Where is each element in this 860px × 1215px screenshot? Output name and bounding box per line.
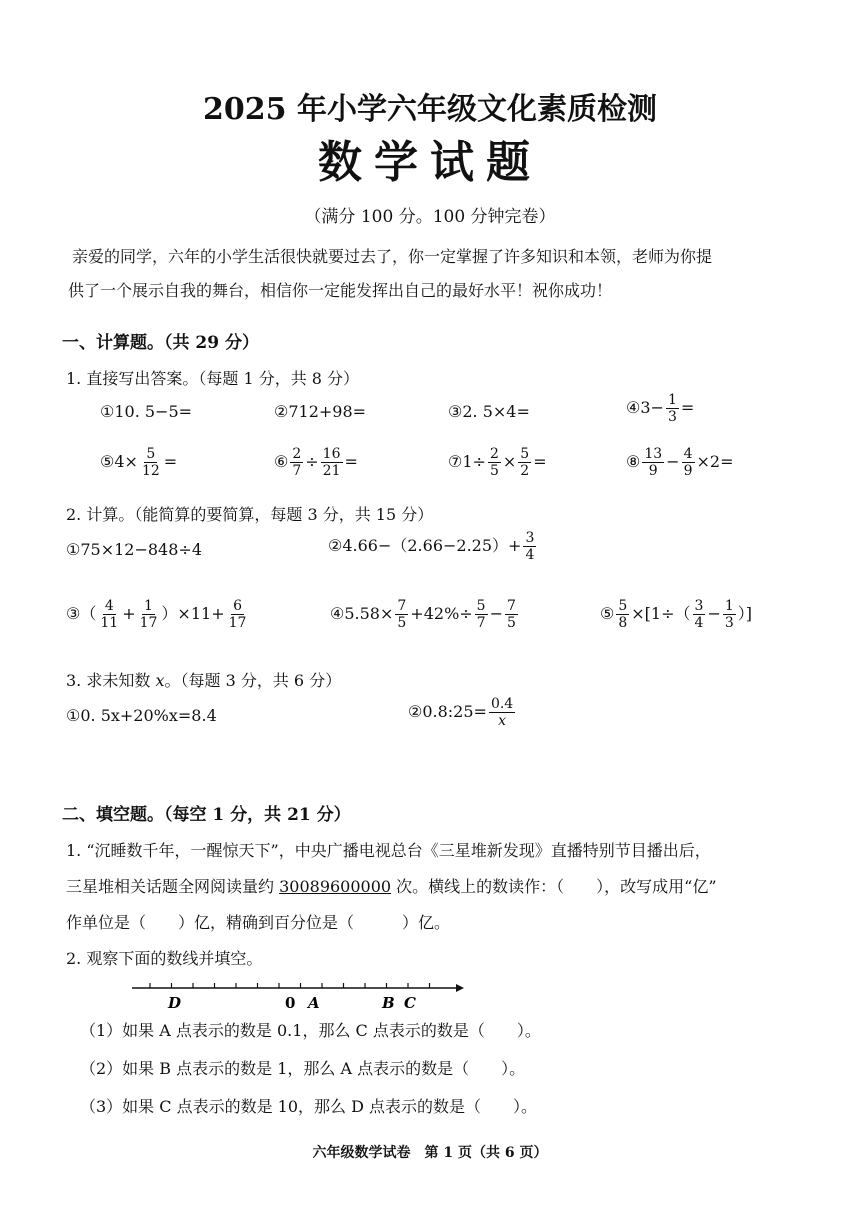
exam-title: 数学试题 [318, 137, 542, 188]
q3-item-a: ①0. 5x+20%x=8.4 [66, 706, 217, 725]
q3-title: 3. 求未知数 x。（每题 3 分，共 6 分） [66, 671, 342, 690]
fill-q1-line-1: 1. “沉睡数千年，一醒惊天下”，中央广播电视总台《三星堆新发现》直播特别节目播出后， [66, 841, 711, 860]
intro-line-1: 亲爱的同学，六年的小学生活很快就要过去了，你一定掌握了许多知识和本领，老师为你提 [72, 247, 713, 266]
q2-item-c: ③（ $\frac{4}{11}$ + $\frac{1}{17}$ ）×11+ $\frac{6}{17}$ [66, 598, 247, 631]
q2-item-b: ②4.66−（2.66−2.25）+ $\frac{3}{4}$ [328, 530, 535, 563]
q1-item-a: ①10. 5−5= [100, 402, 193, 421]
number-line-arrow [456, 984, 464, 992]
q1-item-e: ⑤4× $\frac{5}{12}$ = [100, 446, 178, 479]
q1-item-h: ⑧ $\frac{13}{9}$ − $\frac{4}{9}$ ×2= [626, 446, 734, 479]
intro-line-2: 供了一个展示自我的舞台，相信你一定能发挥出自己的最好水平！祝你成功！ [68, 281, 613, 300]
q1-title: 1. 直接写出答案。（每题 1 分，共 8 分） [66, 369, 360, 388]
label-0: 0 [285, 994, 296, 1012]
q1-item-f: ⑥ $\frac{2}{7}$ ÷ $\frac{16}{21}$ = [274, 446, 358, 479]
label-D: D [168, 994, 182, 1012]
fill-q2-3: （3）如果 C 点表示的数是 10，那么 D 点表示的数是（ ）。 [80, 1097, 538, 1116]
q2-item-d: ④5.58× $\frac{7}{5}$ +42%÷ $\frac{5}{7}$ − $\frac{7}{5}$ [330, 598, 516, 631]
fill-q2-2: （2）如果 B 点表示的数是 1，那么 A 点表示的数是（ ）。 [80, 1059, 526, 1078]
q1-item-c: ③2. 5×4= [448, 402, 530, 421]
page-footer: 六年级数学试卷 第 1 页（共 6 页） [312, 1145, 548, 1161]
number-line [120, 974, 470, 1014]
section1-title: 一、计算题。（共 29 分） [62, 333, 259, 353]
q2-item-e: ⑤ $\frac{5}{8}$ ×[1÷（ $\frac{3}{4}$ − $\frac{1}{3}$ ）] [600, 598, 753, 631]
q1-item-d: ④3− $\frac{1}{3}$ = [626, 392, 695, 425]
exam-subtitle: （满分 100 分。100 分钟完卷） [304, 207, 556, 227]
fill-q1-line-3: 作单位是（ ）亿，精确到百分位是（ ）亿。 [66, 913, 451, 932]
section2-title: 二、填空题。（每空 1 分，共 21 分） [62, 805, 351, 825]
underlined-number: 30089600000 [279, 877, 392, 896]
q2-title: 2. 计算。（能简算的要简算，每题 3 分，共 15 分） [66, 505, 434, 524]
fill-q2-title: 2. 观察下面的数线并填空。 [66, 949, 263, 968]
label-B: B [382, 994, 395, 1012]
q1-item-b: ②712+98= [274, 402, 367, 421]
label-A: A [308, 994, 320, 1012]
exam-heading: 2025 年小学六年级文化素质检测 [203, 92, 657, 127]
fill-q1-line-2: 三星堆相关话题全网阅读量约 30089600000 次。横线上的数读作：（ ），改写成用“亿” [66, 877, 717, 896]
q1-item-g: ⑦1÷ $\frac{2}{5}$ × $\frac{5}{2}$ = [448, 446, 547, 479]
label-C: C [404, 994, 416, 1012]
q2-item-a: ①75×12−848÷4 [66, 540, 202, 559]
fill-q2-1: （1）如果 A 点表示的数是 0.1，那么 C 点表示的数是（ ）。 [80, 1021, 541, 1040]
q3-item-b: ②0.8:25= $\frac{0.4}{x}$ [408, 696, 514, 729]
